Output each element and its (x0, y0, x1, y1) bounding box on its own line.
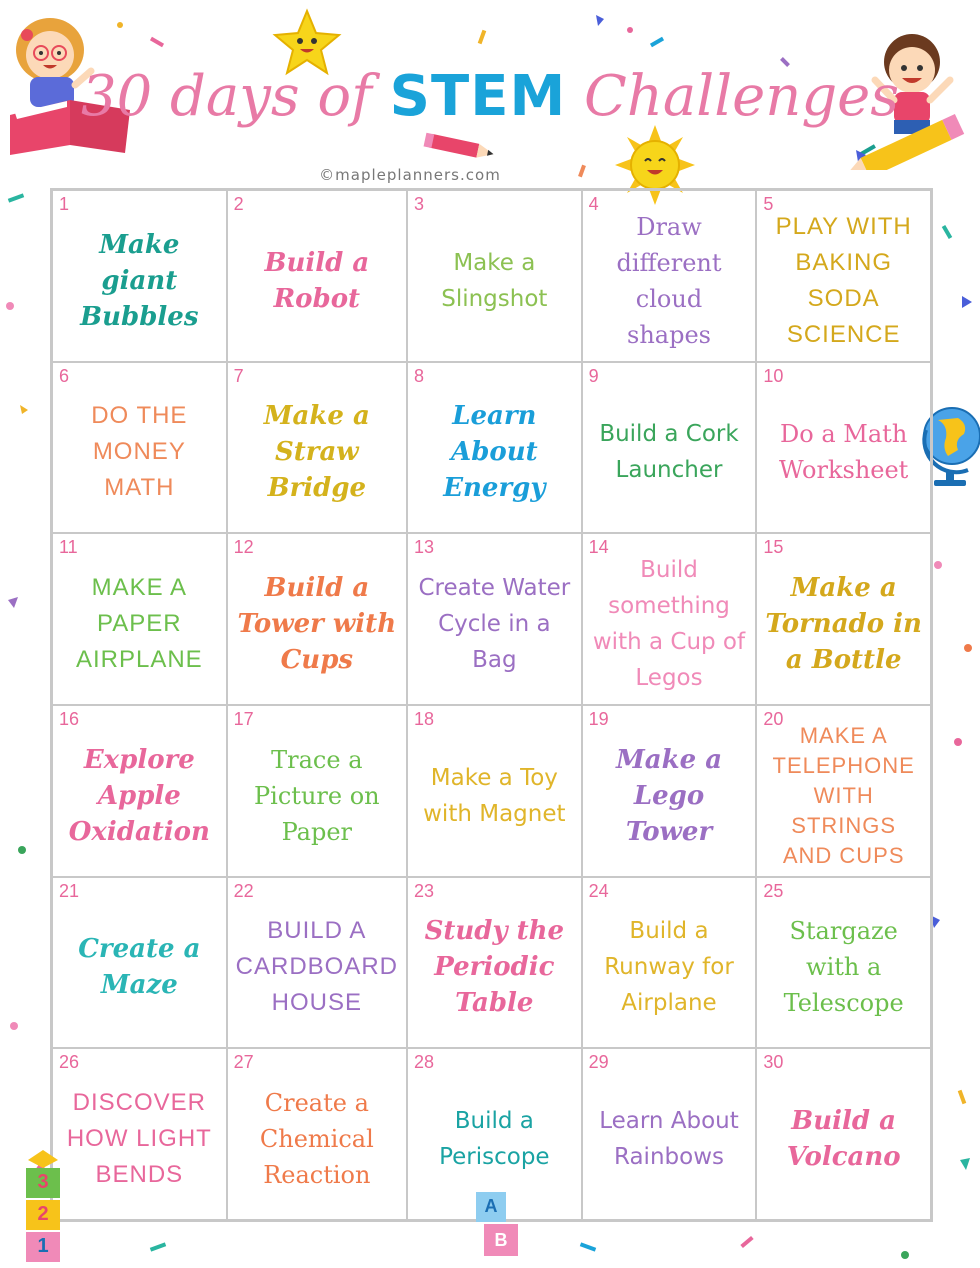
challenge-cell (756, 1048, 931, 1220)
title-suffix: Challenges (584, 64, 900, 129)
day-number: 19 (588, 709, 609, 729)
day-number: 30 (763, 1052, 784, 1073)
challenge-text: Explore Apple Oxidation (68, 744, 210, 847)
day-number: 7 (233, 365, 244, 386)
challenge-text: MAKE A PAPER AIRPLANE (75, 574, 203, 674)
challenge-cell (227, 1048, 407, 1220)
day-number: 18 (414, 709, 435, 729)
day-number: 17 (233, 709, 254, 729)
challenge-text: Stargaze with a Telescope (783, 917, 904, 1018)
day-number: 1 (59, 194, 70, 214)
block-label: B (494, 1230, 508, 1250)
challenge-text: DISCOVER HOW LIGHT BENDS (66, 1089, 212, 1189)
day-number: 24 (588, 880, 609, 901)
challenge-cell (582, 877, 757, 1049)
day-number: 3 (414, 194, 425, 214)
day-number: 20 (763, 709, 784, 729)
day-number: 5 (763, 194, 774, 214)
block-label: 2 (37, 1203, 49, 1225)
challenge-text: Trace a Picture on Paper (254, 745, 380, 846)
title-highlight: STEM (389, 64, 567, 129)
day-number: 11 (59, 537, 78, 558)
challenge-text: Learn About Energy (443, 401, 546, 504)
challenge-text: Create a Chemical Reaction (259, 1089, 374, 1190)
block-label: 3 (37, 1171, 49, 1193)
challenge-cell (227, 190, 407, 362)
challenge-cell (227, 877, 407, 1049)
challenge-text: BUILD A CARDBOARD HOUSE (235, 917, 399, 1017)
challenge-text: Make a Tornado in a Bottle (765, 573, 922, 676)
challenge-text: Create Water Cycle in a Bag (418, 575, 571, 674)
copyright-text: ©mapleplanners.com (319, 166, 501, 184)
challenge-cell (52, 533, 227, 705)
block-label: A (484, 1196, 498, 1216)
challenge-text: Draw different cloud shapes (616, 212, 722, 349)
challenge-cell (52, 362, 227, 534)
challenge-cell (407, 877, 582, 1049)
day-number: 23 (414, 880, 435, 901)
challenge-text: Study the Periodic Table (424, 916, 565, 1019)
challenge-text: Build something with a Cup of Legos (592, 557, 746, 692)
challenge-cell (407, 533, 582, 705)
page-title (0, 62, 980, 132)
challenge-cell (407, 705, 582, 877)
challenge-text: PLAY WITH BAKING SODA SCIENCE (775, 212, 912, 348)
challenge-text: Make a Toy with Magnet (423, 764, 566, 827)
day-number: 14 (588, 537, 609, 558)
day-number: 16 (59, 709, 80, 729)
challenge-text: Build a Periscope (439, 1108, 550, 1171)
challenge-text: Build a Robot (264, 247, 370, 314)
challenge-cell (407, 190, 582, 362)
day-number: 29 (588, 1052, 609, 1073)
title-prefix: 30 days of (80, 64, 372, 129)
day-number: 27 (233, 1052, 254, 1073)
challenge-text: Do a Math Worksheet (779, 420, 909, 485)
block-label: 1 (37, 1235, 49, 1257)
challenge-cell (227, 362, 407, 534)
challenge-cell (756, 533, 931, 705)
challenge-cell (52, 1048, 227, 1220)
challenge-text: Learn About Rainbows (599, 1108, 739, 1171)
challenge-cell (756, 362, 931, 534)
day-number: 4 (588, 194, 599, 214)
challenge-cell (582, 362, 757, 534)
day-number: 21 (59, 880, 80, 901)
challenge-text: Build a Runway for Airplane (604, 918, 734, 1017)
challenge-cell (52, 877, 227, 1049)
challenge-cell (756, 705, 931, 877)
day-number: 9 (588, 365, 599, 386)
number-blocks-decoration (18, 1150, 68, 1266)
challenge-cell (582, 1048, 757, 1220)
challenge-cell (756, 190, 931, 362)
letter-blocks-decoration (470, 1190, 524, 1260)
pencil-icon (420, 128, 500, 168)
day-number: 25 (763, 880, 784, 901)
day-number: 26 (59, 1052, 80, 1073)
day-number: 15 (763, 537, 784, 558)
challenge-cell (52, 190, 227, 362)
day-number: 28 (414, 1052, 435, 1073)
day-number: 12 (233, 537, 254, 558)
day-number: 10 (763, 365, 784, 386)
day-number: 8 (414, 365, 425, 386)
challenge-cell (227, 533, 407, 705)
challenge-text: Make a Slingshot (441, 249, 548, 312)
challenge-text: Create a Maze (78, 934, 201, 1001)
challenge-cell (52, 705, 227, 877)
day-number: 22 (233, 880, 254, 901)
challenge-cell (227, 705, 407, 877)
day-number: 2 (233, 194, 244, 214)
challenge-text: Build a Volcano (786, 1106, 901, 1173)
challenge-cell (407, 362, 582, 534)
challenge-text: DO THE MONEY MATH (91, 402, 188, 502)
challenge-cell (582, 190, 757, 362)
day-number: 13 (414, 537, 435, 558)
challenge-calendar-grid (50, 188, 933, 1222)
challenge-text: Build a Cork Launcher (599, 421, 739, 484)
challenge-text: Make a Straw Bridge (263, 401, 370, 504)
challenge-text: Build a Tower with Cups (237, 573, 397, 676)
challenge-text: Make a Lego Tower (615, 744, 723, 847)
day-number: 6 (59, 365, 70, 386)
challenge-cell (582, 705, 757, 877)
challenge-text: MAKE A TELEPHONE WITH STRINGS AND CUPS (772, 722, 915, 868)
challenge-cell (756, 877, 931, 1049)
challenge-text: Make giant Bubbles (80, 229, 199, 332)
challenge-cell (582, 533, 757, 705)
